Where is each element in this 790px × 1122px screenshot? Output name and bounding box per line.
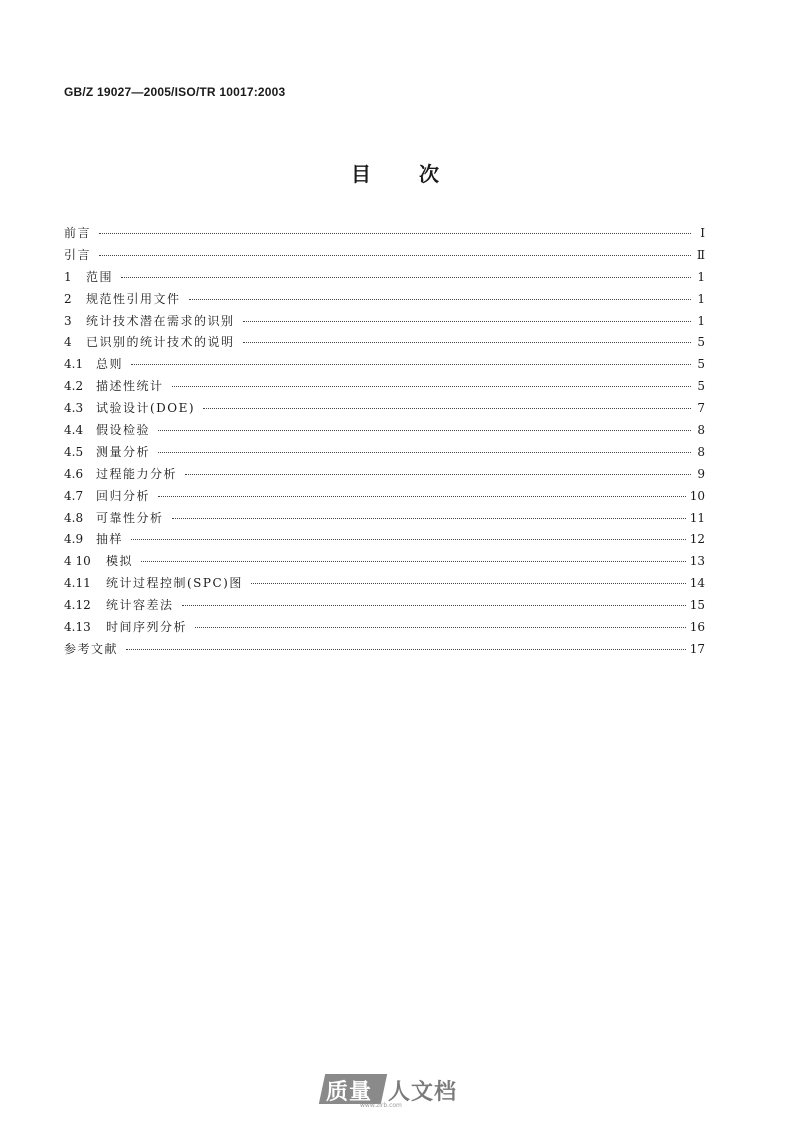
toc-entry-4-6[interactable] bbox=[64, 464, 705, 486]
toc-entry-number: 4.9 bbox=[64, 532, 84, 547]
leader-dots bbox=[158, 452, 691, 453]
leader-dots bbox=[141, 561, 686, 562]
toc-entry-4-5[interactable] bbox=[64, 442, 705, 464]
toc-entry-number: 1 bbox=[64, 269, 72, 284]
toc-entry-page: 15 bbox=[689, 598, 705, 613]
leader-dots bbox=[126, 649, 686, 650]
toc-entry-title: 总则 bbox=[96, 357, 124, 372]
toc-entry-4-7[interactable] bbox=[64, 486, 705, 508]
leader-dots bbox=[99, 255, 691, 256]
toc-entry-page: 1 bbox=[697, 291, 705, 306]
toc-entry-page: 12 bbox=[689, 532, 705, 547]
toc-entry-3[interactable] bbox=[64, 311, 705, 333]
toc-entry-number: 4.1 bbox=[64, 357, 84, 372]
toc-entry-title: 统计容差法 bbox=[106, 598, 174, 613]
leader-dots bbox=[189, 299, 691, 300]
leader-dots bbox=[172, 518, 686, 519]
toc-entry-page: Ⅱ bbox=[696, 247, 705, 262]
toc-entry-title: 可靠性分析 bbox=[96, 510, 164, 525]
toc-entry-page: 17 bbox=[689, 641, 705, 656]
toc-entry-page: 11 bbox=[689, 510, 705, 525]
toc-entry-4-1[interactable] bbox=[64, 354, 705, 376]
leader-dots bbox=[131, 539, 686, 540]
toc-entry-title: 时间序列分析 bbox=[106, 620, 188, 635]
toc-title-text: 目次 bbox=[351, 162, 487, 186]
toc-entry-title: 测量分析 bbox=[96, 444, 151, 459]
watermark-url: www.zlrb.com bbox=[360, 1102, 402, 1109]
toc-entry-references[interactable] bbox=[64, 639, 705, 661]
toc-entry-4-9[interactable] bbox=[64, 529, 705, 551]
toc-entry-page: 5 bbox=[697, 357, 705, 372]
leader-dots bbox=[121, 277, 691, 278]
leader-dots bbox=[158, 430, 691, 431]
toc-entry-4-3[interactable] bbox=[64, 398, 705, 420]
toc-entry-number: 4.5 bbox=[64, 444, 84, 459]
leader-dots bbox=[182, 605, 686, 606]
toc-entry-number: 4.2 bbox=[64, 379, 84, 394]
toc-entry-title: 统计过程控制(SPC)图 bbox=[106, 576, 243, 591]
toc-entry-4[interactable] bbox=[64, 332, 705, 354]
toc-entry-page: 5 bbox=[697, 335, 705, 350]
toc-entry-number: 3 bbox=[64, 313, 72, 328]
toc-entry-page: 8 bbox=[697, 444, 705, 459]
toc-entry-preface[interactable] bbox=[64, 223, 705, 245]
toc-entry-title: 前言 bbox=[64, 226, 92, 240]
leader-dots bbox=[185, 474, 691, 475]
toc-entry-introduction[interactable] bbox=[64, 245, 705, 267]
toc-entry-title: 规范性引用文件 bbox=[86, 291, 181, 306]
toc-entry-4-2[interactable] bbox=[64, 376, 705, 398]
toc-entry-title: 抽样 bbox=[96, 532, 124, 547]
toc-entry-page: 8 bbox=[697, 423, 705, 438]
toc-entry-number: 4.7 bbox=[64, 488, 84, 503]
toc-entry-title: 统计技术潜在需求的识别 bbox=[86, 313, 235, 328]
toc-entry-page: 14 bbox=[689, 576, 705, 591]
toc-entry-page: 1 bbox=[697, 313, 705, 328]
toc-entry-title: 回归分析 bbox=[96, 488, 151, 503]
toc-entry-title: 已识别的统计技术的说明 bbox=[86, 335, 235, 350]
toc-entry-number: 4.13 bbox=[64, 620, 91, 635]
leader-dots bbox=[99, 233, 691, 234]
watermark-logo bbox=[322, 1072, 472, 1110]
leader-dots bbox=[172, 386, 691, 387]
toc-entry-page: 9 bbox=[697, 466, 705, 481]
toc-entry-page: 7 bbox=[697, 401, 705, 416]
table-of-contents bbox=[64, 223, 705, 661]
toc-entry-number: 4 bbox=[64, 335, 72, 350]
toc-entry-title: 参考文献 bbox=[64, 641, 119, 656]
toc-title bbox=[0, 158, 790, 187]
toc-entry-2[interactable] bbox=[64, 289, 705, 311]
toc-entry-4-13[interactable] bbox=[64, 617, 705, 639]
watermark-text: 人文档 bbox=[388, 1080, 458, 1105]
toc-entry-4-12[interactable] bbox=[64, 595, 705, 617]
leader-dots bbox=[195, 627, 686, 628]
toc-entry-number: 4.12 bbox=[64, 598, 91, 613]
toc-entry-title: 过程能力分析 bbox=[96, 466, 178, 481]
toc-entry-title: 引言 bbox=[64, 247, 92, 262]
toc-entry-number: 4.3 bbox=[64, 401, 84, 416]
toc-entry-number: 2 bbox=[64, 291, 72, 306]
leader-dots bbox=[243, 342, 691, 343]
toc-entry-4-4[interactable] bbox=[64, 420, 705, 442]
toc-entry-number: 4.11 bbox=[64, 576, 91, 591]
toc-entry-page: 10 bbox=[689, 488, 705, 503]
toc-entry-page: 1 bbox=[697, 269, 705, 284]
standard-number-header: GB/Z 19027—2005/ISO/TR 10017:2003 bbox=[64, 85, 286, 99]
toc-entry-page: 13 bbox=[689, 554, 705, 569]
toc-entry-title: 模拟 bbox=[106, 554, 134, 569]
toc-entry-title: 范围 bbox=[86, 269, 114, 284]
leader-dots bbox=[251, 583, 686, 584]
toc-entry-number: 4.8 bbox=[64, 510, 84, 525]
toc-entry-page: 16 bbox=[689, 620, 705, 635]
toc-entry-4-10[interactable] bbox=[64, 551, 705, 573]
toc-entry-page: 5 bbox=[697, 379, 705, 394]
toc-entry-4-11[interactable] bbox=[64, 573, 705, 595]
watermark-box-text: 质量 bbox=[326, 1080, 373, 1105]
toc-entry-4-8[interactable] bbox=[64, 508, 705, 530]
leader-dots bbox=[131, 364, 691, 365]
toc-entry-1[interactable] bbox=[64, 267, 705, 289]
leader-dots bbox=[203, 408, 691, 409]
toc-entry-title: 假设检验 bbox=[96, 423, 151, 438]
toc-entry-title: 描述性统计 bbox=[96, 379, 164, 394]
toc-entry-number: 4.4 bbox=[64, 423, 84, 438]
toc-entry-title: 试验设计(DOE) bbox=[96, 401, 196, 416]
leader-dots bbox=[243, 321, 691, 322]
toc-entry-number: 4 10 bbox=[64, 554, 91, 569]
toc-entry-number: 4.6 bbox=[64, 466, 84, 481]
toc-entry-page: Ⅰ bbox=[700, 226, 705, 240]
leader-dots bbox=[158, 496, 686, 497]
